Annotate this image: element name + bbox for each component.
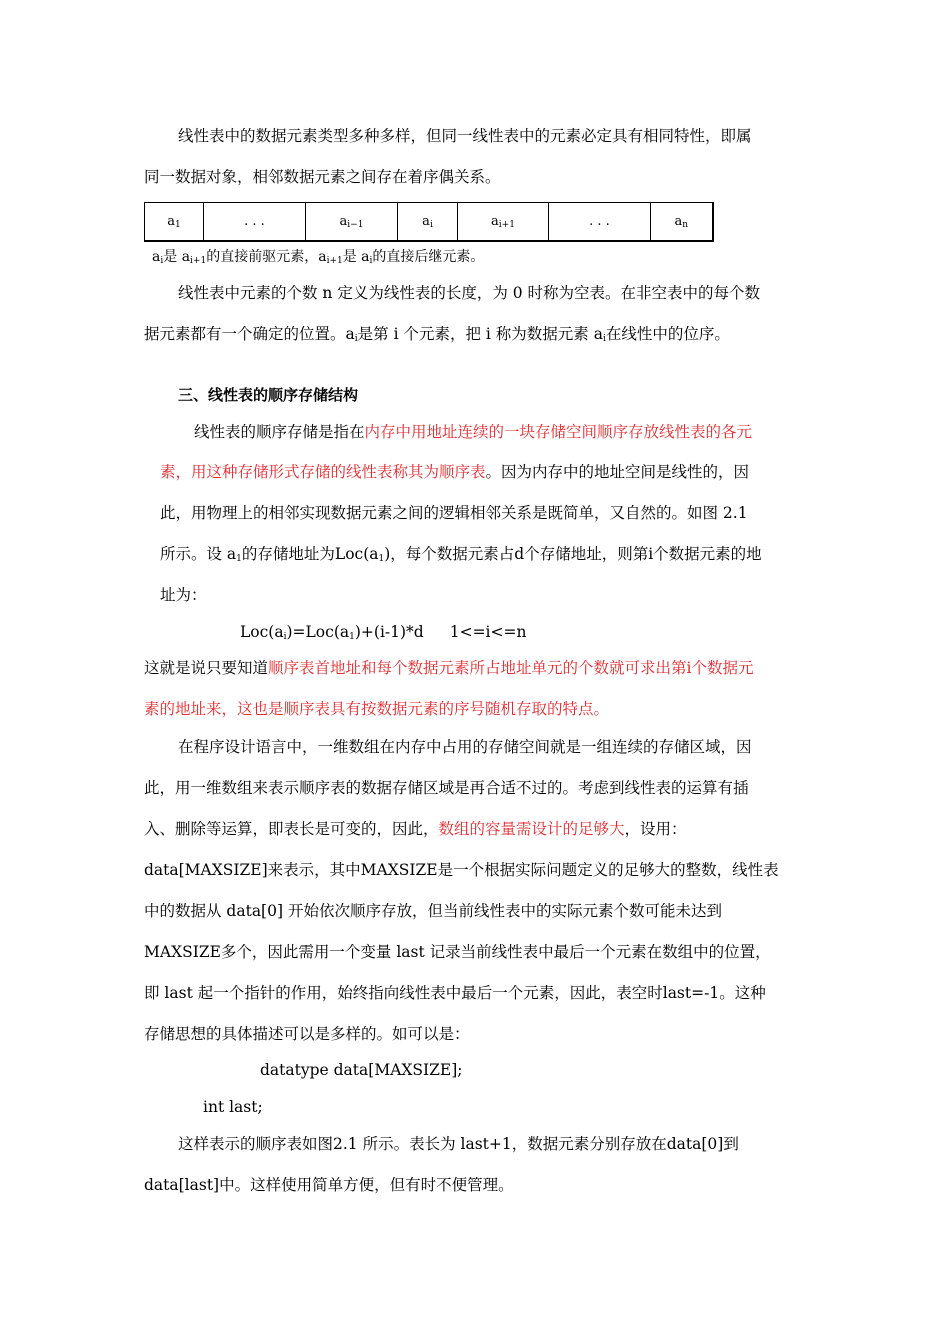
table-cell: $a_{i-1}$ bbox=[306, 203, 398, 242]
paragraph-line: 据元素都有一个确定的位置。$a_i$是第 i 个元素，把 i 称为数据元素 $a_i$在线性中的位序。 bbox=[144, 325, 730, 344]
paragraph-line: data[MAXSIZE]来表示，其中MAXSIZE是一个根据实际问题定义的足够大的整数，线性表 bbox=[144, 861, 779, 879]
table-cell: . . . bbox=[549, 203, 651, 242]
paragraph-line: 素的地址来，这也是顺序表具有按数据元素的序号随机存取的特点。 bbox=[144, 700, 610, 718]
paragraph-line: 存储思想的具体描述可以是多样的。如可以是： bbox=[144, 1025, 470, 1043]
paragraph-line: 中的数据从 data[0] 开始依次顺序存放，但当前线性表中的实际元素个数可能未达到 bbox=[144, 902, 722, 920]
paragraph-line: 即 last 起一个指针的作用，始终指向线性表中最后一个元素，因此，表空时last=-1。这种 bbox=[144, 984, 766, 1002]
paragraph-line: 这就是说只要知道顺序表首地址和每个数据元素所占地址单元的个数就可求出第i个数据元 bbox=[144, 659, 754, 677]
table-cell: $a_{i+1}$ bbox=[458, 203, 549, 242]
paragraph-line: 此，用物理上的相邻实现数据元素之间的逻辑相邻关系是既简单，又自然的。如图 2.1 bbox=[160, 504, 748, 522]
linear-list-table bbox=[144, 202, 714, 242]
paragraph-line: data[last]中。这样使用简单方便，但有时不便管理。 bbox=[144, 1176, 514, 1194]
section-heading: 三、线性表的顺序存储结构 bbox=[178, 386, 359, 404]
paragraph-line: 线性表中的数据元素类型多种多样，但同一线性表中的元素必定具有相同特性，即属 bbox=[178, 127, 752, 145]
table-cell: . . . bbox=[204, 203, 306, 242]
paragraph-line: MAXSIZE多个，因此需用一个变量 last 记录当前线性表中最后一个元素在数组中的位置， bbox=[144, 943, 771, 961]
table-cell: $a_n$ bbox=[651, 203, 713, 242]
code-line: int last; bbox=[203, 1098, 263, 1116]
code-line: datatype data[MAXSIZE]; bbox=[260, 1061, 463, 1079]
paragraph-line: 址为： bbox=[160, 586, 207, 604]
paragraph-line: 线性表中元素的个数 n 定义为线性表的长度，为 0 时称为空表。在非空表中的每个数 bbox=[178, 284, 761, 302]
table-caption: $a_i$是 $a_{i+1}$的直接前驱元素，$a_{i+1}$是 $a_i$的直接后继元素。 bbox=[152, 249, 485, 266]
paragraph-line: 在程序设计语言中，一维数组在内存中占用的存储空间就是一组连续的存储区域，因 bbox=[178, 738, 752, 756]
paragraph-line: 此，用一维数组来表示顺序表的数据存储区域是再合适不过的。考虑到线性表的运算有插 bbox=[144, 779, 749, 797]
paragraph-line: 这样表示的顺序表如图2.1 所示。表长为 last+1，数据元素分别存放在data[0]到 bbox=[178, 1135, 739, 1153]
paragraph-line: 线性表的顺序存储是指在内存中用地址连续的一块存储空间顺序存放线性表的各元 bbox=[194, 423, 753, 441]
table-cell: $a_1$ bbox=[145, 203, 204, 242]
paragraph-line: 素，用这种存储形式存储的线性表称其为顺序表。因为内存中的地址空间是线性的，因 bbox=[160, 463, 750, 481]
table-cell: $a_i$ bbox=[398, 203, 458, 242]
paragraph-line: 入、删除等运算，即表长是可变的，因此，数组的容量需设计的足够大，设用： bbox=[144, 820, 687, 838]
paragraph-line: 同一数据对象，相邻数据元素之间存在着序偶关系。 bbox=[144, 168, 501, 186]
paragraph-line: 所示。设 $a_1$的存储地址为$Loc(a_1)$，每个数据元素占d个存储地址，则第i个数据元素的地 bbox=[160, 545, 762, 564]
address-formula: $Loc(a_i)=Loc(a_1)+(i-1)*d$ 1<=i<=n bbox=[240, 623, 527, 642]
